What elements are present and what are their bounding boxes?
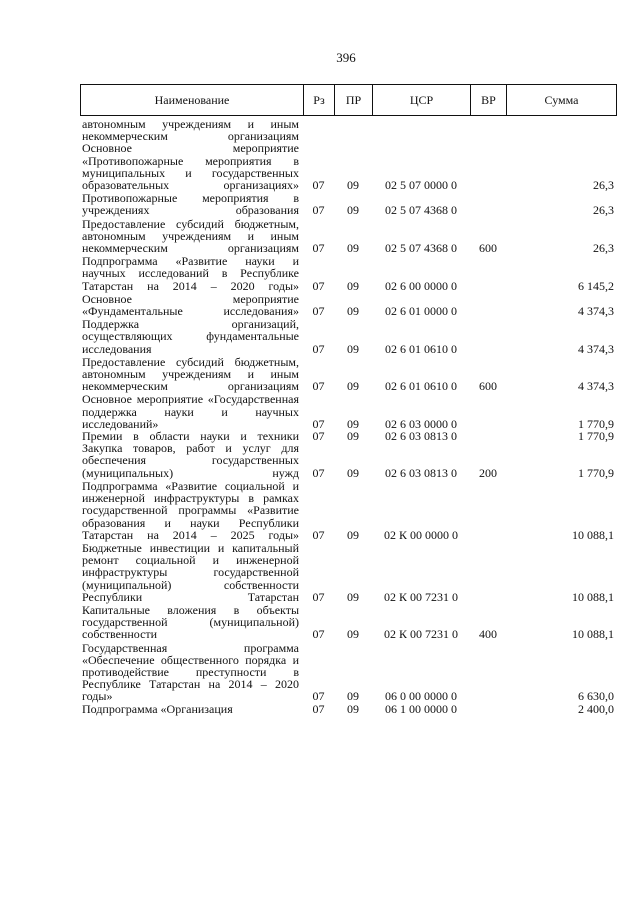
cell-csr: 02 5 07 4368 0: [385, 241, 457, 256]
cell-pr: 09: [347, 341, 359, 356]
cell-vr: [470, 703, 506, 715]
table-row: [80, 142, 616, 191]
cell-vr: [470, 541, 506, 603]
cell-pr: 09: [347, 278, 359, 293]
table-row: [80, 703, 616, 715]
cell-vr: [470, 317, 506, 355]
cell-csr: 02 6 01 0610 0: [385, 341, 457, 356]
column-header-pr: ПР: [335, 85, 373, 116]
table-row: [80, 118, 616, 142]
cell-csr: [372, 118, 470, 142]
cell-sum: 10 088,1: [572, 627, 614, 642]
cell-vr: [470, 191, 506, 216]
cell-sum: 1 770,9: [578, 465, 614, 480]
column-header-name: Наименование: [81, 85, 304, 116]
cell-vr: [470, 430, 506, 442]
table-row: [80, 317, 616, 355]
cell-pr: 09: [347, 527, 359, 542]
cell-name: Капитальные вложения в объекты государственной (муниципальной) собственности: [82, 602, 299, 642]
table-row: [80, 355, 616, 393]
table-row: [80, 603, 616, 641]
cell-pr: 09: [347, 701, 359, 716]
cell-pr: 09: [347, 689, 359, 704]
cell-pr: [334, 118, 372, 142]
cell-rz: 07: [312, 278, 325, 293]
cell-vr: 600: [479, 379, 497, 394]
cell-csr: 02 6 00 0000 0: [385, 278, 457, 293]
cell-rz: 07: [312, 379, 325, 394]
cell-name: Основное мероприятие «Государственная поддержка науки и научных исследований»: [82, 392, 299, 431]
table-body: [80, 118, 616, 715]
cell-rz: 07: [312, 589, 325, 604]
table-row: [80, 392, 616, 430]
cell-vr: 200: [479, 465, 497, 480]
cell-rz: 07: [312, 416, 325, 431]
cell-pr: 09: [347, 465, 359, 480]
page-number: 396: [336, 50, 356, 65]
cell-vr: [470, 292, 506, 317]
cell-pr: 09: [347, 379, 359, 394]
cell-sum: 4 374,3: [578, 304, 614, 319]
cell-name: Закупка товаров, работ и услуг для обеспечения государственных (муниципальных) нужд: [82, 441, 299, 480]
cell-name: Основное мероприятие «Противопожарные мероприятия в муниципальных и государственных образовательных организациях»: [82, 141, 299, 193]
table-row: [80, 292, 616, 317]
cell-sum: 1 770,9: [578, 429, 614, 444]
cell-sum: 6 145,2: [578, 278, 614, 293]
table-row: [80, 479, 616, 541]
cell-rz: 07: [312, 701, 325, 716]
cell-rz: 07: [312, 304, 325, 319]
table-row: [80, 191, 616, 216]
cell-name: Бюджетные инвестиции и капитальный ремонт социальной и инженерной инфраструктуры государственной (муниципальной) собственности Республики Татарстан: [82, 540, 299, 604]
cell-vr: 400: [479, 627, 497, 642]
cell-name: Премии в области науки и техники: [82, 429, 299, 444]
cell-name: Противопожарные мероприятия в учреждениях образования: [82, 191, 299, 218]
cell-rz: 07: [312, 527, 325, 542]
cell-csr: 02 К 00 7231 0: [383, 627, 458, 642]
cell-csr: 02 6 03 0813 0: [385, 429, 457, 444]
table-row: [80, 541, 616, 603]
cell-name: Государственная программа «Обеспечение общественного порядка и противодействие преступности в Республике Татарстан на 2014 – 2020 годы»: [82, 640, 299, 704]
cell-vr: [470, 142, 506, 191]
cell-csr: 02 5 07 0000 0: [385, 178, 457, 193]
cell-vr: [470, 479, 506, 541]
cell-sum: 4 374,3: [578, 341, 614, 356]
cell-rz: 07: [312, 341, 325, 356]
cell-csr: 06 0 00 0000 0: [385, 689, 457, 704]
cell-pr: 09: [347, 429, 359, 444]
budget-table: [80, 118, 616, 715]
cell-sum: 10 088,1: [572, 589, 614, 604]
cell-pr: 09: [347, 627, 359, 642]
cell-pr: 09: [347, 178, 359, 193]
column-header-csr: ЦСР: [373, 85, 471, 116]
cell-name: Предоставление субсидий бюджетным, автономным учреждениям и иным некоммерческим организациям: [82, 354, 299, 394]
cell-vr: [470, 118, 506, 142]
cell-csr: 02 6 01 0610 0: [385, 379, 457, 394]
cell-csr: 02 К 00 0000 0: [383, 527, 458, 542]
table-row: [80, 217, 616, 255]
column-header-sum: Сумма: [507, 85, 617, 116]
cell-pr: 09: [347, 241, 359, 256]
table-row: [80, 641, 616, 703]
cell-sum: 6 630,0: [578, 689, 614, 704]
cell-vr: [470, 254, 506, 292]
cell-pr: 09: [347, 416, 359, 431]
cell-sum: 1 770,9: [578, 416, 614, 431]
cell-rz: 07: [312, 241, 325, 256]
cell-sum: 26,3: [593, 178, 614, 193]
cell-csr: 02 6 01 0000 0: [385, 304, 457, 319]
cell-sum: 26,3: [593, 241, 614, 256]
table-header: [80, 84, 617, 116]
cell-rz: 07: [312, 429, 325, 444]
cell-vr: [470, 392, 506, 430]
cell-vr: 600: [479, 241, 497, 256]
cell-name: Подпрограмма «Развитие социальной и инженерной инфраструктуры в рамках государственной программы «Развитие образования и науки Республики Татарстан на 2014 – 2025 годы»: [82, 478, 299, 542]
cell-sum: 10 088,1: [572, 527, 614, 542]
cell-vr: [470, 641, 506, 703]
cell-rz: 07: [312, 627, 325, 642]
cell-csr: 02 5 07 4368 0: [385, 203, 457, 218]
cell-csr: 06 1 00 0000 0: [385, 701, 457, 716]
cell-rz: [303, 118, 334, 142]
cell-sum: 26,3: [593, 203, 614, 218]
cell-csr: 02 6 03 0813 0: [385, 465, 457, 480]
cell-rz: 07: [312, 465, 325, 480]
cell-name: Подпрограмма «Развитие науки и научных исследований в Республике Татарстан на 2014 – 2020 годы»: [82, 254, 299, 293]
table-row: [80, 442, 616, 479]
cell-name: Предоставление субсидий бюджетным, автономным учреждениям и иным некоммерческим организациям: [82, 216, 299, 256]
cell-sum: 4 374,3: [578, 379, 614, 394]
cell-rz: 07: [312, 178, 325, 193]
cell-name: Основное мероприятие «Фундаментальные исследования»: [82, 291, 299, 319]
cell-rz: 07: [312, 203, 325, 218]
cell-name: Поддержка организаций, осуществляющих фундаментальные исследования: [82, 317, 299, 356]
cell-csr: 02 6 03 0000 0: [385, 416, 457, 431]
cell-sum: [506, 118, 616, 142]
cell-name: автономным учреждениям и иным некоммерческим организациям: [82, 117, 299, 144]
cell-pr: 09: [347, 203, 359, 218]
table-row: [80, 254, 616, 292]
cell-csr: 02 К 00 7231 0: [383, 589, 458, 604]
cell-name: Подпрограмма «Организация: [82, 701, 233, 716]
column-header-vr: ВР: [471, 85, 507, 116]
column-header-rz: Рз: [304, 85, 335, 116]
cell-pr: 09: [347, 589, 359, 604]
cell-rz: 07: [312, 689, 325, 704]
cell-sum: 2 400,0: [578, 701, 614, 716]
cell-pr: 09: [347, 304, 359, 319]
